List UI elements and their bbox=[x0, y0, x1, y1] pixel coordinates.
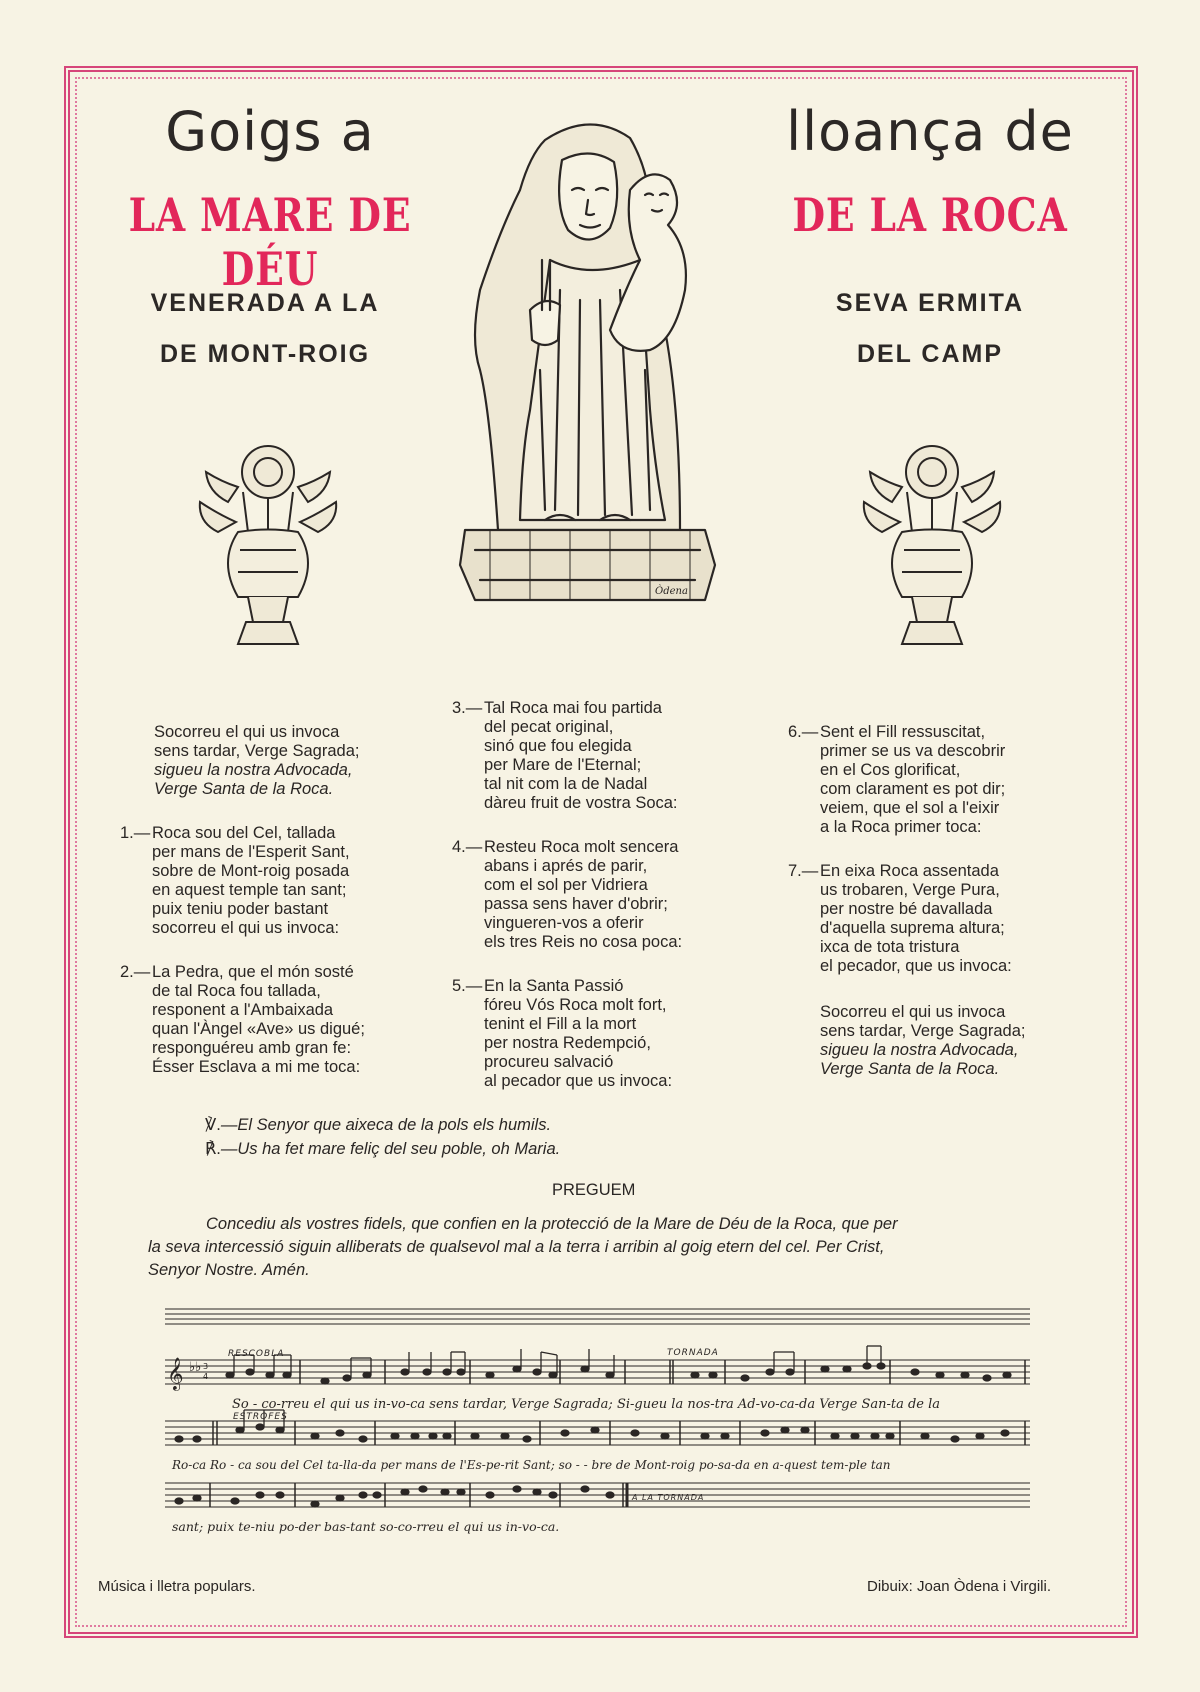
stanza-2 bbox=[120, 963, 365, 1077]
refrain-line: sigueu la nostra Advocada, bbox=[820, 1041, 1019, 1059]
stanza-number: 2.— bbox=[120, 963, 151, 981]
prayer-heading: PREGUEM bbox=[552, 1181, 636, 1199]
refrain-bottom bbox=[788, 1003, 1025, 1079]
music-lyrics-line1: So - co-rreu el qui us in-vo-ca sens tardar, Verge Sagrada; Si-gueu la nos-tra Ad-vo-ca-da Verge San-ta de la bbox=[232, 1397, 941, 1412]
svg-text:4: 4 bbox=[203, 1372, 209, 1381]
stanza-line: a la Roca primer toca: bbox=[820, 818, 982, 836]
title-right-line4: DEL CAMP bbox=[856, 340, 1004, 368]
statue-signature: Òdena bbox=[655, 586, 688, 597]
stanza-1 bbox=[120, 824, 365, 938]
stanza-line: com el sol per Vidriera bbox=[484, 876, 648, 894]
stanza-5 bbox=[452, 977, 682, 1091]
stanza-line: passa sens haver d'obrir; bbox=[484, 895, 668, 913]
column-right bbox=[788, 723, 1025, 1098]
stanza-line: La Pedra, que el món sosté bbox=[152, 963, 354, 981]
versicle-symbol: ℣. bbox=[205, 1116, 221, 1134]
stanza-line: En la Santa Passió bbox=[484, 977, 624, 995]
title-left-line4: DE MONT-ROIG bbox=[159, 340, 371, 368]
stanza-line: puix teniu poder bastant bbox=[152, 900, 329, 918]
stanza-number: 4.— bbox=[452, 838, 483, 856]
stanza-line: Roca sou del Cel, tallada bbox=[152, 824, 336, 842]
stanza-line: sobre de Mont-roig posada bbox=[152, 862, 350, 880]
music-label-tornada: TORNADA bbox=[667, 1348, 719, 1358]
stanza-line: fóreu Vós Roca molt fort, bbox=[484, 996, 667, 1014]
refrain-line: sigueu la nostra Advocada, bbox=[154, 761, 353, 779]
stanza-line: vingueren-vos a oferir bbox=[484, 914, 644, 932]
svg-text:3: 3 bbox=[203, 1362, 209, 1371]
stanza-line: Ésser Esclava a mi me toca: bbox=[152, 1058, 361, 1076]
stanza-line: d'aquella suprema altura; bbox=[820, 919, 1005, 937]
stanza-line: per mans de l'Esperit Sant, bbox=[152, 843, 350, 861]
column-middle bbox=[452, 699, 682, 1110]
stanza-line: ixca de tota tristura bbox=[820, 938, 960, 956]
stanza-number: 5.— bbox=[452, 977, 483, 995]
title-left-line2: LA MARE DE DÉU bbox=[128, 188, 412, 296]
stanza-number: 3.— bbox=[452, 699, 483, 717]
music-label-estrofes: ESTROFES bbox=[233, 1412, 288, 1422]
stanza-line: com clarament es pot dir; bbox=[820, 780, 1006, 798]
stanza-line: Resteu Roca molt sencera bbox=[484, 838, 679, 856]
stanza-line: primer se us va descobrir bbox=[820, 742, 1006, 760]
title-right-line3: SEVA ERMITA bbox=[835, 289, 1025, 317]
stanza-number: 7.— bbox=[788, 862, 819, 880]
music-lyrics-line2: Ro-ca Ro - ca sou del Cel ta-lla-da per mans de l'Es-pe-rit Sant; so - - bre de Mont-roig po-sa-da en a-quest tem-ple tan bbox=[172, 1458, 891, 1472]
stanza-line: tal nit com la de Nadal bbox=[484, 775, 648, 793]
stanza-number: 1.— bbox=[120, 824, 151, 842]
stanza-4 bbox=[452, 838, 682, 952]
stanza-line: tenint el Fill a la mort bbox=[484, 1015, 637, 1033]
title-right-line1: lloança de bbox=[786, 100, 1074, 163]
svg-text:𝄞: 𝄞 bbox=[167, 1357, 184, 1390]
stanza-line: el pecador, que us invoca: bbox=[820, 957, 1012, 975]
prayer-line: la seva intercessió siguin alliberats de qualsevol mal a la terra i arribin al goig etern del cel. Per Crist, bbox=[148, 1238, 885, 1256]
stanza-line: procureu salvació bbox=[484, 1053, 614, 1071]
versicle bbox=[205, 1113, 560, 1161]
stanza-line: us trobaren, Verge Pura, bbox=[820, 881, 1000, 899]
stanza-line: En eixa Roca assentada bbox=[820, 862, 999, 880]
stanza-line: abans i aprés de parir, bbox=[484, 857, 648, 875]
stanza-number: 6.— bbox=[788, 723, 819, 741]
music-label-a-la-tornada: A LA TORNADA bbox=[632, 1493, 705, 1502]
svg-text:♭♭: ♭♭ bbox=[189, 1360, 202, 1375]
stanza-3 bbox=[452, 699, 682, 813]
prayer-text bbox=[148, 1213, 1048, 1282]
response-symbol: ℟. bbox=[205, 1140, 221, 1158]
footer-left: Música i lletra populars. bbox=[98, 1578, 256, 1595]
flower-vase-left-icon bbox=[188, 432, 348, 664]
stanza-line: per Mare de l'Eternal; bbox=[484, 756, 642, 774]
refrain-line: Socorreu el qui us invoca bbox=[154, 723, 340, 741]
stanza-line: de tal Roca fou tallada, bbox=[152, 982, 321, 1000]
footer-right: Dibuix: Joan Òdena i Virgili. bbox=[867, 1578, 1051, 1595]
refrain-line: Verge Santa de la Roca. bbox=[154, 780, 334, 798]
column-left bbox=[120, 723, 365, 1096]
stanza-line: Tal Roca mai fou partida bbox=[484, 699, 662, 717]
stanza-line: responguéreu amb gran fe: bbox=[152, 1039, 352, 1057]
refrain-top bbox=[120, 723, 365, 799]
stanza-line: veiem, que el sol a l'eixir bbox=[820, 799, 1000, 817]
refrain-line: sens tardar, Verge Sagrada; bbox=[820, 1022, 1026, 1040]
music-score bbox=[165, 1305, 1035, 1535]
stanza-line: quan l'Àngel «Ave» us digué; bbox=[152, 1020, 365, 1038]
stanza-line: del pecat original, bbox=[484, 718, 614, 736]
stanza-line: al pecador que us invoca: bbox=[484, 1072, 673, 1090]
stanza-line: en el Cos glorificat, bbox=[820, 761, 961, 779]
stanza-line: en aquest temple tan sant; bbox=[152, 881, 347, 899]
stanza-line: dàreu fruit de vostra Soca: bbox=[484, 794, 678, 812]
stanza-line: per nostra Redempció, bbox=[484, 1034, 651, 1052]
stanza-line: per nostre bé davallada bbox=[820, 900, 993, 918]
title-left-line3: VENERADA A LA bbox=[150, 289, 380, 317]
title-left-line1: Goigs a bbox=[165, 100, 375, 163]
stanza-line: sinó que fou elegida bbox=[484, 737, 632, 755]
stanza-6 bbox=[788, 723, 1025, 837]
music-lyrics-line3: sant; puix te-niu po-der bas-tant so-co-rreu el qui us in-vo-ca. bbox=[172, 1519, 560, 1534]
refrain-line: Verge Santa de la Roca. bbox=[820, 1060, 1000, 1078]
refrain-line: sens tardar, Verge Sagrada; bbox=[154, 742, 360, 760]
refrain-line: Socorreu el qui us invoca bbox=[820, 1003, 1006, 1021]
statue-illustration bbox=[450, 110, 730, 635]
stanza-line: els tres Reis no cosa poca: bbox=[484, 933, 683, 951]
stanza-line: Sent el Fill ressuscitat, bbox=[820, 723, 986, 741]
title-right-line2: DE LA ROCA bbox=[792, 188, 1068, 242]
prayer-line: Concediu als vostres fidels, que confien en la protecció de la Mare de Déu de la Roca, que per bbox=[206, 1215, 898, 1233]
prayer-line: Senyor Nostre. Amén. bbox=[148, 1261, 310, 1279]
stanza-line: socorreu el qui us invoca: bbox=[152, 919, 340, 937]
stanza-line: responent a l'Ambaixada bbox=[152, 1001, 334, 1019]
music-label-rescobla: RESCOBLA bbox=[228, 1349, 285, 1359]
versicle-text: —El Senyor que aixeca de la pols els humils. bbox=[220, 1116, 552, 1134]
flower-vase-right-icon bbox=[852, 432, 1012, 664]
response-text: —Us ha fet mare feliç del seu poble, oh Maria. bbox=[220, 1140, 561, 1158]
stanza-7 bbox=[788, 862, 1025, 976]
